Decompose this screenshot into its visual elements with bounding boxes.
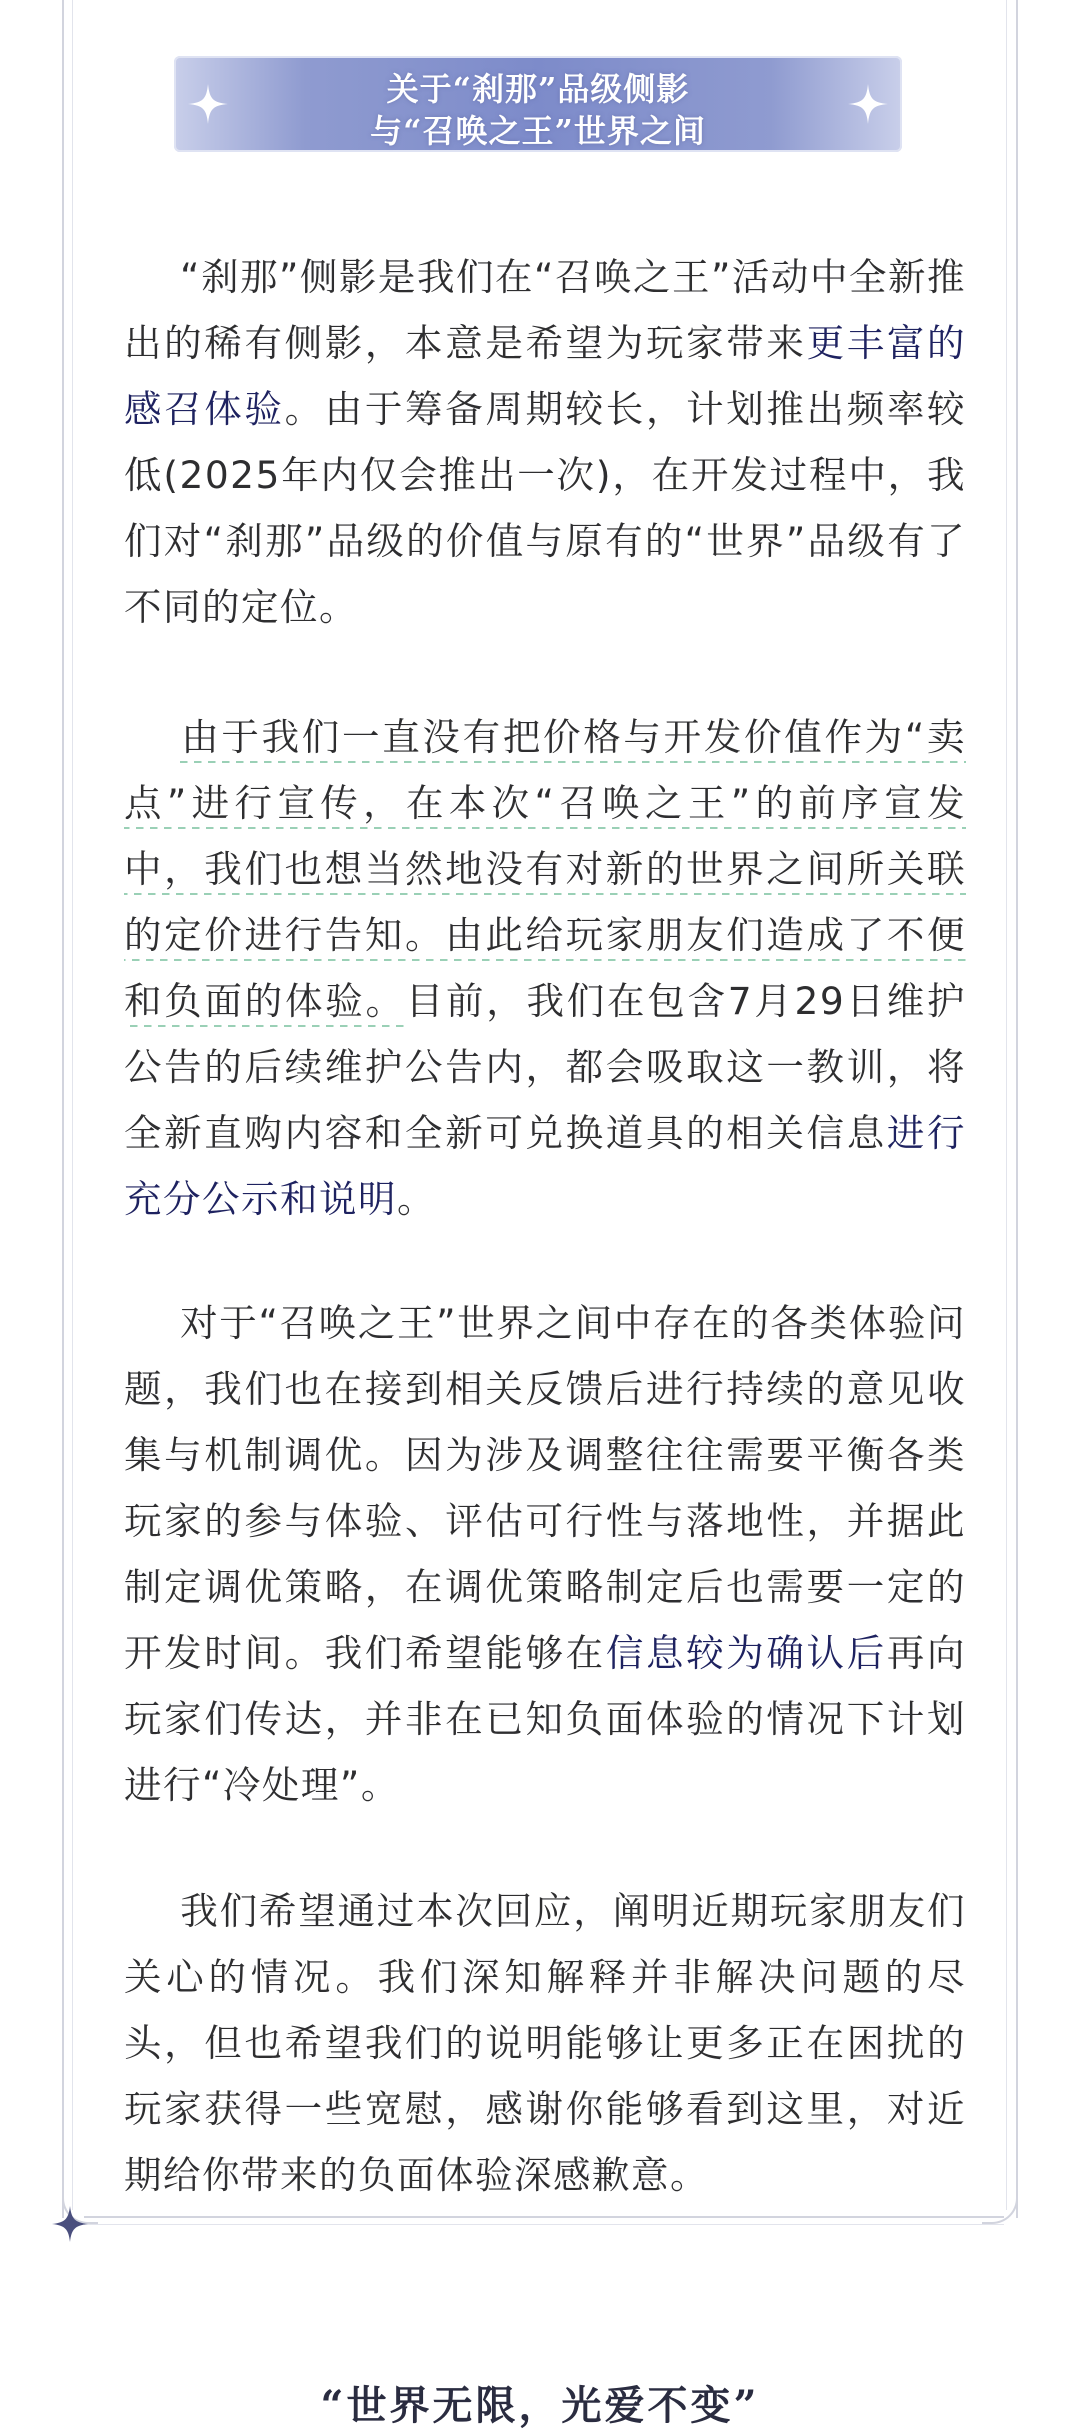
highlight-text: 信息较为确认后 bbox=[605, 1631, 887, 1675]
paragraph-text: “刹那”侧影是我们在“召唤之王”活动中全新推出的稀有侧影，本意是希望为玩家带来 bbox=[124, 255, 966, 365]
paragraph-pricing-notice bbox=[124, 704, 966, 1232]
sparkle-star-icon bbox=[50, 2204, 90, 2244]
underlined-apology-text: 由于我们一直没有把价格与开发价值作为“卖点”进行宣传，在本次“召唤之王”的前序宣发中，我们也想当然地没有对新的世界之间所关联的定价进行告知。由此给玩家朋友们造成了不便和负面的体验。 bbox=[124, 715, 966, 1027]
paragraph-text: 。由于筹备周期较长，计划推出频率较低(2025年内仅会推出一次)，在开发过程中，我们对“刹那”品级的价值与原有的“世界”品级有了不同的定位。 bbox=[124, 387, 967, 629]
banner-title-line-1: 关于“刹那”品级侧影 bbox=[386, 70, 690, 108]
paragraph-text: 对于“召唤之王”世界之间中存在的各类体验问题，我们也在接到相关反馈后进行持续的意见收集与机制调优。因为涉及调整往往需要平衡各类玩家的参与体验、评估可行性与落地性，并据此制定调优策略，在调优策略制定后也需要一定的开发时间。我们希望能够在 bbox=[124, 1301, 966, 1675]
banner-title-line-2: 与“召唤之王”世界之间 bbox=[370, 112, 706, 150]
highlight-text: 进行充分公示和说明 bbox=[124, 1111, 967, 1221]
frame-border-left-inner bbox=[72, 0, 73, 2210]
frame-border-bottom bbox=[84, 2216, 1004, 2218]
frame-border-bottom-inner bbox=[84, 2224, 1004, 2225]
paragraph-text: 再向玩家们传达，并非在已知负面体验的情况下计划进行“冷处理”。 bbox=[124, 1631, 967, 1807]
paragraph-text: 我们希望通过本次回应，阐明近期玩家朋友们关心的情况。我们深知解释并非解决问题的尽头，但也希望我们的说明能够让更多正在困扰的玩家获得一些宽慰，感谢你能够看到这里，对近期给你带来的负面体验深感歉意。 bbox=[124, 1889, 966, 2197]
title-banner bbox=[174, 56, 902, 152]
frame-border-left bbox=[62, 0, 64, 2218]
highlight-text: 更丰富的感召体验 bbox=[124, 321, 967, 431]
paragraph-text: 。 bbox=[397, 1177, 436, 1221]
paragraph-rare-profile bbox=[124, 244, 966, 640]
paragraph-closing-apology bbox=[124, 1878, 966, 2208]
sparkle-star-icon bbox=[844, 80, 892, 128]
frame-corner-right bbox=[982, 2188, 1018, 2224]
frame-border-right bbox=[1016, 0, 1018, 2218]
paragraph-experience-issues bbox=[124, 1290, 966, 1818]
frame-border-right-inner bbox=[1006, 0, 1007, 2210]
paragraph-text: 目前，我们在包含7月29日维护公告的后续维护公告内，都会吸取这一教训，将全新直购内容和全新可兑换道具的相关信息 bbox=[124, 979, 967, 1155]
footer-slogan: “世界无限，光爱不变” bbox=[320, 2382, 760, 2429]
